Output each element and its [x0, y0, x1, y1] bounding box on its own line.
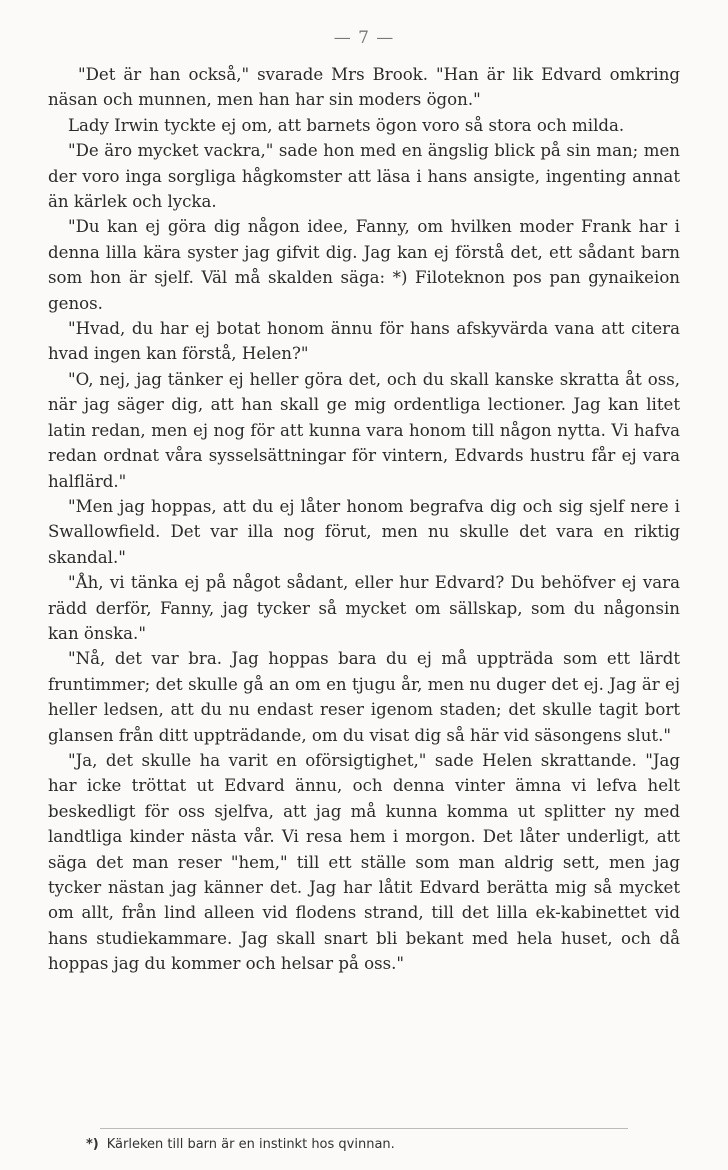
paragraph: "O, nej, jag tänker ej heller göra det, och du skall kanske skratta åt oss, när jag säger dig, att han skall ge mig ordentliga lectioner. Jag kan litet latin redan, men ej nog för att kunna vara honom till någon nytta. Vi hafva redan ordnat våra sysselsättningar för vintern, Edvards hustru får ej vara halflärd."	[48, 369, 680, 491]
paragraph: "Hvad, du har ej botat honom ännu för hans afskyvärda vana att citera hvad ingen kan förstå, Helen?"	[48, 319, 680, 364]
paragraph: "Du kan ej göra dig någon idee, Fanny, om hvilken moder Frank har i denna lilla kära syster jag gifvit dig. Jag kan ej förstå det, ett sådant barn som hon är sjelf. Väl må skalden säga: *) Filoteknon pos pan gynaikeion genos.	[48, 217, 680, 313]
paragraph: "Åh, vi tänka ej på något sådant, eller hur Edvard? Du behöfver ej vara rädd derför, Fanny, jag tycker så mycket om sällskap, som du någonsin kan önska."	[48, 573, 680, 643]
paragraph: Lady Irwin tyckte ej om, att barnets ögon voro så stora och milda.	[68, 115, 625, 135]
footnote	[86, 1136, 686, 1154]
footnote-mark: *)	[86, 1137, 99, 1152]
paragraph: "De äro mycket vackra," sade hon med en ängslig blick på sin man; men der voro inga sorgliga hågkomster att läsa i hans ansigte, ingenting annat än kärlek och lycka.	[48, 141, 680, 212]
page-number: — 7 —	[333, 28, 395, 48]
body-text	[48, 62, 680, 977]
paragraph: "Men jag hoppas, att du ej låter honom begrafva dig och sig sjelf nere i Swallowfield. Det var illa nog förut, men nu skulle det vara en riktig skandal."	[48, 496, 680, 567]
paragraph: "Ja, det skulle ha varit en oförsigtighet," sade Helen skrattande. "Jag har icke tröttat ut Edvard ännu, och denna vinter ämna vi lefva helt beskedligt för oss sjelfva, att jag må kunna komma ut splitter ny med landtliga kinder nästa vår. Vi resa hem i morgon. Det låter underligt, att säga det man reser "hem," till ett ställe som man aldrig sett, men jag tycker nästan jag känner det. Jag har låtit Edvard berätta mig så mycket om allt, från lind alleen vid flodens strand, till det lilla ek-kabinettet vid hans studiekammare. Jag skall snart bli bekant med hela huset, och då hoppas jag du kommer och helsar på oss."	[48, 750, 680, 974]
paragraph: "Nå, det var bra. Jag hoppas bara du ej må uppträda som ett lärdt fruntimmer; det skulle gå an om en tjugu år, men nu duger det ej. Jag är ej heller ledsen, att du nu endast reser igenom staden; det skulle tagit bort glansen från ditt uppträdande, om du visat dig så här vid säsongens slut."	[48, 649, 680, 745]
footnote-divider	[100, 1128, 628, 1129]
paragraph: "Det är han också," svarade Mrs Brook. "Han är lik Edvard omkring näsan och munnen, men han har sin moders ögon."	[48, 65, 680, 110]
footnote-text: Kärleken till barn är en instinkt hos qvinnan.	[106, 1137, 395, 1152]
